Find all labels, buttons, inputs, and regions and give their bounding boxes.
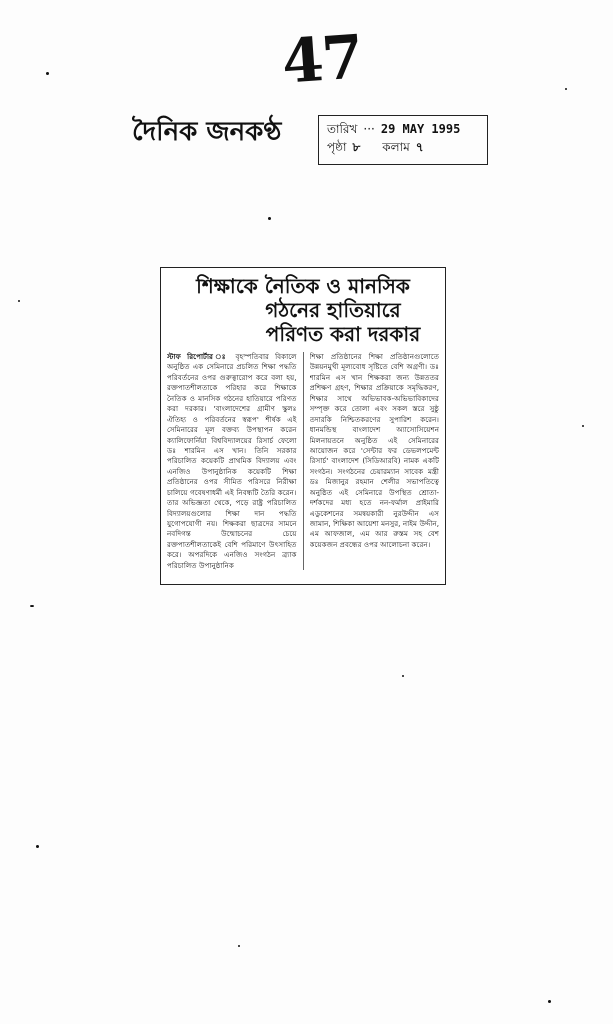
- scan-speck: [36, 845, 39, 848]
- scan-speck: [238, 945, 240, 947]
- column-2-text: শিক্ষা প্রতিষ্ঠানের শিক্ষা প্রতিষ্ঠানগুলোতে উন্নয়নমুখী মূল্যবোধ সৃষ্টিতে বেশি অগ্রণী। ডঃ শারমিন এস খান শিক্ষকরা জন্য উন্নততর প্রশিক্ষণ গ্রহণ, শিক্ষার প্রক্রিয়াকে সমৃদ্ধিকরণ, শিক্ষার সাথে অভিভাবক-অভিভাবিকাদের সম্পৃক্ত করে তোলা এবং সকল স্তরে সুষ্ঠু তদারকি নিশ্চিতকরণের সুপারিশ করেন। ধানমন্ডিস্থ বাংলাদেশ অ্যাসোসিয়েশন মিলনায়তনে অনুষ্ঠিত এই সেমিনারের আয়োজন করে 'সেন্টার ফর ডেভলপমেন্ট রিসার্চ' বাংলাদেশ (সিডিআরবি) নামক একটি সংগঠন। সংগঠনের চেয়ারম্যান সাবেক মন্ত্রী ডঃ মিজানুর রহমান শেলীর সভাপতিত্বে অনুষ্ঠিত এই সেমিনারে উপস্থিত শ্রোতা-দর্শকদের মধ্য হতে নন-ফর্মাল প্রাইমারি এডুকেশনের সমন্বয়কারী নুরউদ্দীন এস জামান, শিক্ষিকা আয়েশা মনসুর, নাইম উদ্দীন, এম আফজাল, এম আর রুস্তম সহ বেশ কয়েকজন প্রবন্ধের ওপর আলোচনা করেন।: [309, 352, 439, 549]
- scan-speck: [548, 1000, 551, 1003]
- scan-speck: [30, 605, 34, 607]
- date-row: তারিখ ··· 29 MAY 1995: [327, 122, 461, 136]
- article-headline: [167, 274, 439, 346]
- column-value: ৭: [415, 140, 424, 154]
- date-value: 29 MAY 1995: [380, 122, 461, 136]
- article-column-1: [167, 352, 297, 570]
- page-column-row: [327, 138, 479, 156]
- page-label: পৃষ্ঠা: [327, 140, 347, 154]
- article-column-2: [310, 352, 440, 570]
- headline-line-2: গঠনের হাতিয়ারে: [265, 298, 401, 322]
- column-divider: [303, 352, 304, 570]
- headline-line-3: পরিণত করা দরকার: [265, 322, 421, 346]
- column-1-text: বৃহস্পতিবার বিকালে অনুষ্ঠিত এক সেমিনারে প্রচলিত শিক্ষা পদ্ধতি পরিবর্তনের ওপর গুরুত্বারোপ করে বলা হয়, রক্তপাতশীলতাকে পরিহার করে শিক্ষাকে নৈতিক ও মানসিক গঠনের হাতিয়ারে পরিণত করা দরকার। 'বাংলাদেশের গ্রামীণ স্কুলঃ ঐতিহ্য ও পরিবর্তনের স্বরূপ' শীর্ষক এই সেমিনারের মূল বক্তব্য উপস্থাপন করেন ক্যালিফোর্নিয়া বিশ্ববিদ্যালয়ের রিসার্চ ফেলো ডঃ শারমিন এস খান। তিনি সরকার পরিচালিত কয়েকটি প্রাথমিক বিদ্যালয় এবং এনজিও উপানুষ্ঠানিক কয়েকটি শিক্ষা প্রতিষ্ঠানের ওপর সীমিত পরিসরে নিরীক্ষা চালিয়ে গবেষণাধর্মী এই নিবন্ধটি তৈরি করেন। তার অভিজ্ঞতা থেকে, পড়ে রাষ্ট্র পরিচালিত বিদ্যালয়গুলোর শিক্ষা দান পদ্ধতি যুগোপযোগী নয়। শিক্ষকরা ছাত্রদের সামনে নবদিগন্ত উন্মোচনের চেয়ে রক্তপাতশীলতাকেই বেশি পরিমাণে উৎসাহিত করে। অপরদিকে এনজিও সংগঠন ব্র্যাক পরিচালিত উপানুষ্ঠানিক: [167, 352, 297, 570]
- column-label: কলাম: [382, 140, 410, 154]
- page-value: ৮: [352, 140, 361, 154]
- scan-speck: [46, 72, 49, 75]
- newspaper-clipping: [160, 267, 446, 585]
- date-stamp-box: [318, 115, 488, 165]
- article-body: [167, 352, 439, 570]
- handwritten-page-number: 47: [279, 22, 364, 98]
- headline-line-1: শিক্ষাকে নৈতিক ও মানসিক: [196, 274, 410, 298]
- article-byline: স্টাফ রিপোর্টার ঃ: [167, 352, 230, 361]
- scan-speck: [402, 675, 404, 677]
- scan-speck: [268, 217, 271, 220]
- scan-speck: [18, 300, 20, 302]
- scan-speck: [565, 88, 567, 90]
- scan-speck: [582, 425, 584, 427]
- newspaper-masthead: দৈনিক জনকণ্ঠ: [132, 117, 282, 147]
- date-label: তারিখ: [327, 122, 358, 136]
